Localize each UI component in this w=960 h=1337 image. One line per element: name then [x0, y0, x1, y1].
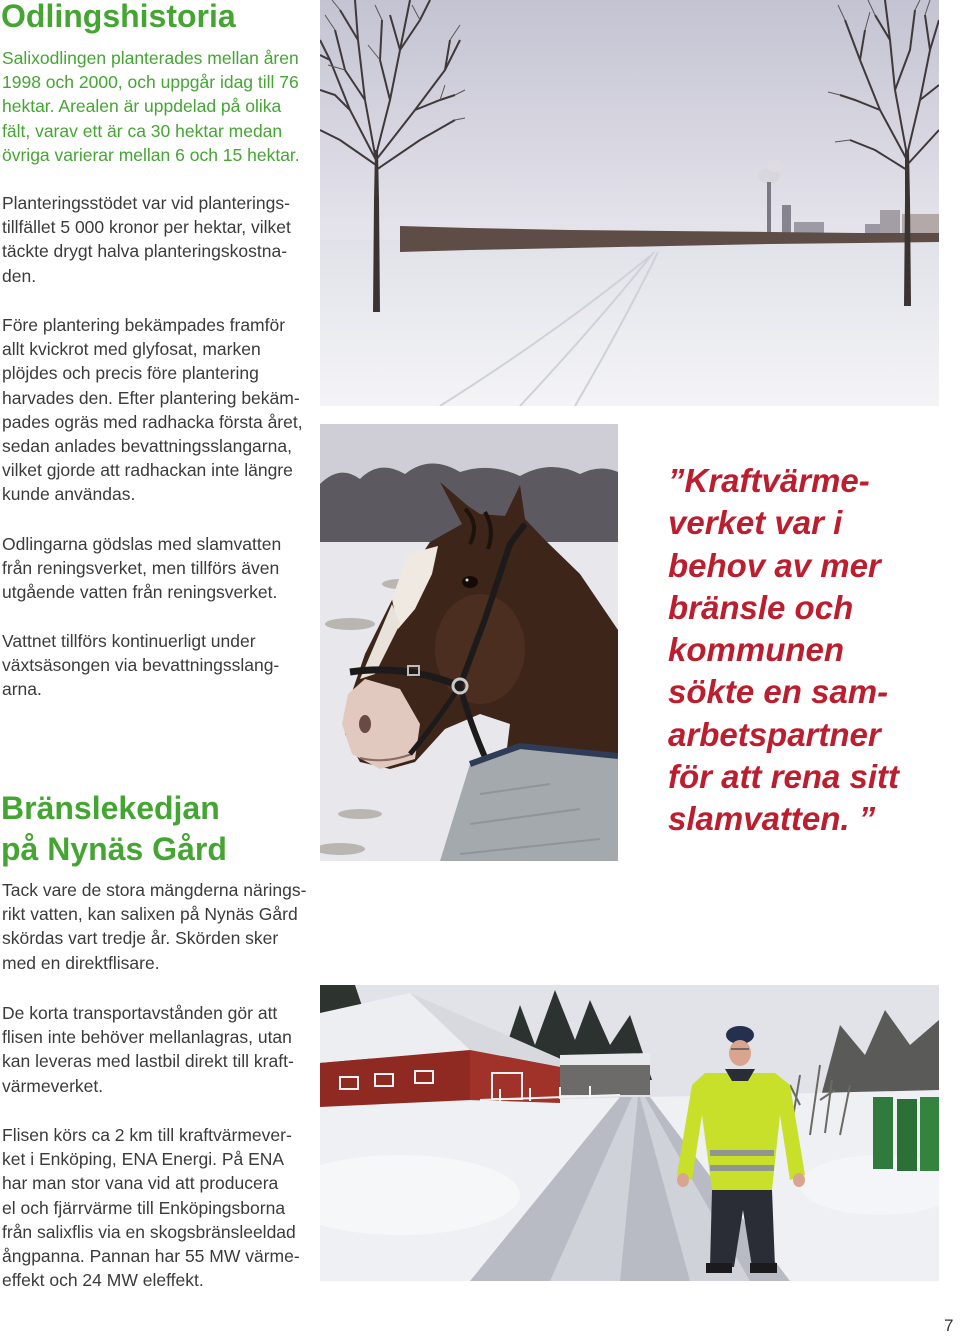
text-line: den.	[2, 265, 37, 286]
paragraph-planting-subsidy	[2, 191, 314, 288]
text-line: ångpanna. Pannan har 55 MW värme-	[2, 1245, 300, 1266]
text-line: övriga varierar mellan 6 och 15 hektar.	[2, 144, 300, 165]
text-line: har man stor vana vid att producera	[2, 1173, 279, 1194]
face	[729, 1040, 751, 1066]
text-line: arna.	[2, 679, 42, 700]
boot	[706, 1263, 732, 1273]
paragraph-transport	[2, 1001, 314, 1098]
text-line: Flisen körs ca 2 km till kraftvärmever-	[2, 1125, 292, 1145]
text-line: vilket gjorde att radhackan inte längre	[2, 460, 293, 481]
text-line: utgående vatten från reningsverket.	[2, 582, 278, 603]
text-line: Tack vare de stora mängderna närings-	[2, 880, 307, 900]
quote-line: för att rena sitt	[668, 757, 900, 795]
photo-farm-with-man	[320, 985, 939, 1281]
heading-branslekedjan	[1, 788, 227, 870]
text-line: Planteringsstödet var vid planterings-	[2, 193, 290, 213]
hand	[677, 1173, 689, 1187]
nostril	[359, 715, 371, 733]
text-line: Odlingarna gödslas med slamvatten	[2, 534, 282, 554]
reflective-stripe	[710, 1165, 774, 1171]
paragraph-irrigation	[2, 629, 314, 702]
quote-line: sökte en sam-	[668, 673, 889, 711]
text-line: De korta transportavstånden gör att	[2, 1003, 278, 1023]
green-bins	[873, 1097, 939, 1171]
text-line: ket i Enköping, ENA Energi. På ENA	[2, 1149, 285, 1170]
text-line: tillfället 5 000 kronor per hektar, vilket	[2, 217, 291, 238]
text-line: från reningsverket, men tillförs även	[2, 558, 280, 579]
text-line: kan leveras med lastbil direkt till kraft-	[2, 1051, 294, 1072]
paragraph-weed-control	[2, 313, 314, 507]
text-line: el och fjärrvärme till Enköpingsborna	[2, 1197, 286, 1218]
text-line: täckte drygt halva planteringskostna-	[2, 241, 288, 262]
text-line: fält, varav ett är ca 30 hektar medan	[2, 120, 283, 141]
quote-line: kommunen	[668, 631, 845, 668]
text-line: pades ogräs med radhacka första året,	[2, 411, 303, 432]
boot	[750, 1263, 777, 1273]
text-line: Salixodlingen planterades mellan åren	[2, 48, 299, 68]
pull-quote	[668, 460, 948, 840]
text-line: Före plantering bekämpades framför	[2, 315, 286, 335]
chimney	[767, 182, 771, 240]
text-line: kunde användas.	[2, 484, 136, 505]
eye	[462, 576, 478, 588]
intro-paragraph	[2, 46, 314, 167]
text-line: allt kvickrot med glyfosat, marken	[2, 339, 261, 360]
text-line: 1998 och 2000, och uppgår idag till 76	[2, 72, 299, 93]
smoke	[766, 160, 784, 172]
paragraph-power-plant	[2, 1123, 314, 1292]
text-line: rikt vatten, kan salixen på Nynäs Gård	[2, 904, 298, 925]
text-line: sedan anlades bevattningsslangarna,	[2, 435, 292, 456]
text-line: effekt och 24 MW eleffekt.	[2, 1270, 204, 1291]
bin	[873, 1097, 893, 1169]
quote-line: behov av mer	[668, 546, 881, 584]
quote-line: verket var i	[668, 504, 843, 542]
text-line: harvades den. Efter plantering bekäm-	[2, 387, 300, 408]
snow-field	[320, 240, 939, 406]
cheek-highlight	[435, 594, 525, 704]
photo-horse	[320, 424, 618, 861]
shed-wall	[560, 1065, 650, 1095]
text-line: värmeverket.	[2, 1075, 104, 1096]
quote-line: slamvatten. ”	[668, 800, 876, 837]
paragraph-fertilizing	[2, 532, 314, 605]
page-number: 7	[944, 1316, 954, 1335]
heading-line: Bränslekedjan	[1, 790, 220, 826]
quote-line: arbetspartner	[668, 715, 881, 753]
quote-line: ”Kraftvärme-	[668, 462, 870, 499]
photo-snowy-field-with-trees	[320, 0, 939, 406]
text-line: från salixflis via en skogsbränsleeldad	[2, 1221, 296, 1242]
text-line: flisen inte behöver mellanlagras, utan	[2, 1027, 292, 1048]
quote-line: bränsle och	[668, 588, 854, 626]
text-line: hektar. Arealen är uppdelad på olika	[2, 96, 282, 117]
text-line: plöjdes och precis före plantering	[2, 363, 259, 384]
eye-highlight	[466, 579, 469, 582]
reflective-stripe	[710, 1150, 774, 1156]
sky	[320, 0, 939, 245]
heading-line: på Nynäs Gård	[1, 831, 227, 867]
bin	[920, 1097, 939, 1171]
text-line: skördas vart tredje år. Skörden sker	[2, 928, 279, 949]
heading-odlingshistoria: Odlingshistoria	[1, 0, 236, 34]
shed-roof	[560, 1053, 650, 1067]
text-line: Vattnet tillförs kontinuerligt under	[2, 631, 256, 651]
paragraph-harvest	[2, 878, 314, 975]
text-line: med en direktflisare.	[2, 952, 160, 973]
hand	[793, 1173, 805, 1187]
bin	[897, 1099, 917, 1171]
text-line: växtsäsongen via bevattningsslang-	[2, 655, 280, 676]
